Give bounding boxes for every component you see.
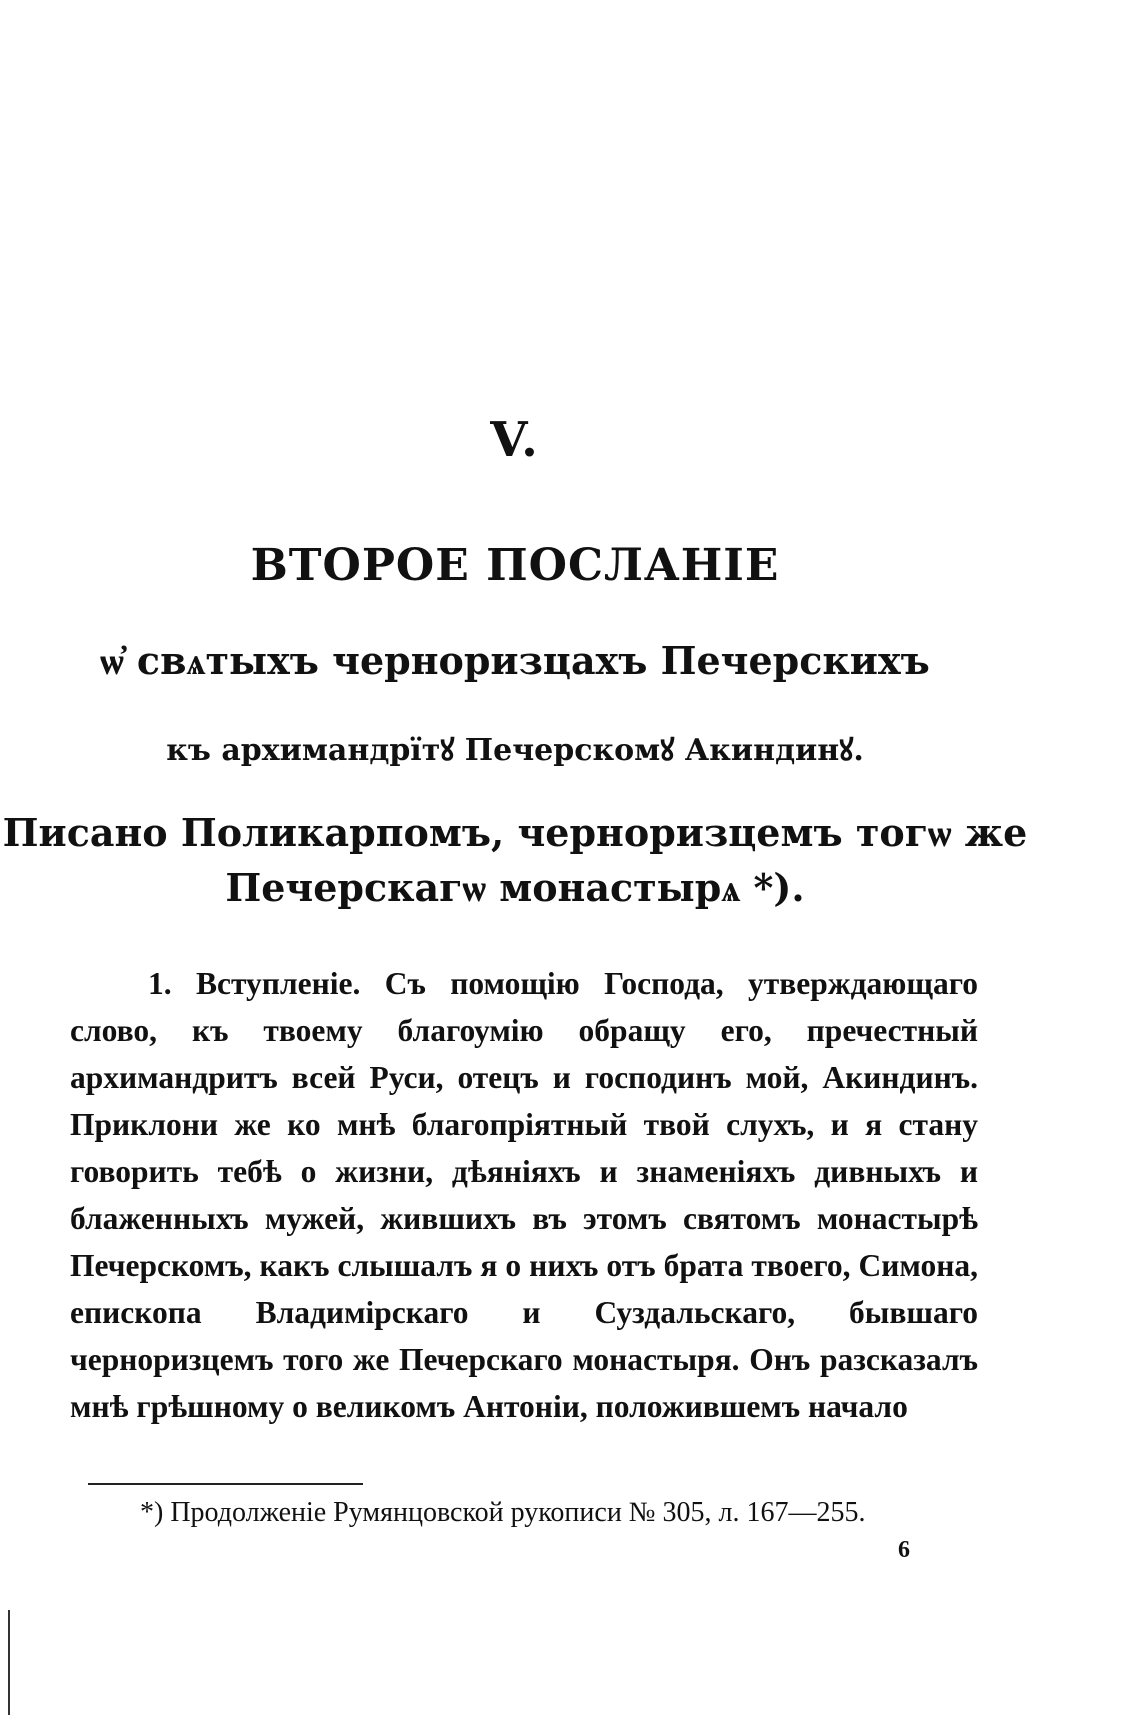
chapter-number: V. — [490, 412, 540, 468]
epistle-title: ВТОРОЕ ПОСЛАНІЕ — [250, 540, 780, 591]
footnote-divider — [88, 1483, 363, 1485]
footnote: *) Продолженіе Румянцовской рукописи № 305, л. 167—255. — [140, 1497, 866, 1528]
section-label: 1. Вступленіе. — [148, 966, 361, 1001]
epistle-author-line-2: Печерскагѡ монастырѧ *). — [225, 865, 805, 910]
epistle-subtitle-line-2: къ архимандрїтꙋ Печерскомꙋ Акиндинꙋ. — [166, 733, 864, 768]
page-edge-line — [8, 1610, 10, 1715]
epistle-subtitle-line-1: ѡ҆ свѧтыхъ черноризцахъ Печерскихъ — [100, 638, 930, 683]
body-paragraph — [70, 960, 978, 1430]
paragraph-text: Съ помощію Господа, утверждающаго слово, къ твоему благоумію обращу его, пречестный архимандритъ всей Руси, отецъ и господинъ мой, Акиндинъ. Приклони же ко мнѣ благопріятный твой слухъ, и я стану говорить тебѣ о жизни, дѣяніяхъ и знаменіяхъ дивныхъ и блаженныхъ мужей, жившихъ въ этомъ святомъ монастырѣ Печерскомъ, какъ слышалъ я о нихъ отъ брата твоего, Симона, епископа Владимірскаго и Суздальскаго, бывшаго черноризцемъ того же Печерскаго монастыря. Онъ разсказалъ мнѣ грѣшному о великомъ Антоніи, положившемъ начало — [70, 966, 978, 1424]
sheet-number: 6 — [898, 1537, 910, 1563]
body-text — [70, 960, 978, 1430]
epistle-author-line-1: Писано Поликарпомъ, черноризцемъ тогѡ же — [2, 810, 1028, 855]
